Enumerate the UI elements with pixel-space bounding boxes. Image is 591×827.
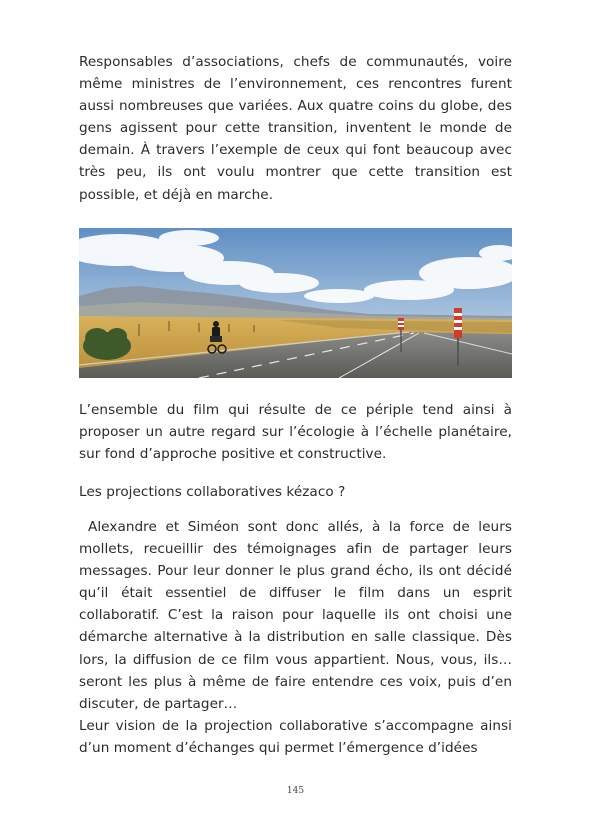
paragraph-intro: Responsables d’associations, chefs de communautés, voire même ministres de l’environnement, ces rencontres furent aussi nombreuses que variées. Aux quatre coins du globe, des gens agissent pour cette transition, inventent le monde de demain. À travers l’exemple de ceux qui font beaucoup avec très peu, ils ont voulu montrer que cette transition est possible, et déjà en marche.	[79, 54, 512, 203]
paragraph-film: L’ensemble du film qui résulte de ce périple tend ainsi à proposer un autre regard sur l’écologie à l’échelle planétaire, sur fond d’approche positive et constructive.	[79, 402, 512, 463]
section-heading: Les projections collaboratives kézaco ?	[79, 484, 346, 500]
road-cyclist-photo	[79, 228, 512, 378]
page-number: 145	[286, 786, 305, 796]
paragraph-collaborative: Alexandre et Siméon sont donc allés, à la force de leurs mollets, recueillir des témoignages afin de partager leurs messages. Pour leur donner le plus grand écho, ils ont décidé qu’il était essentiel de diffuser le film dans un esprit collaboratif. C’est la raison pour laquelle ils ont choisi une démarche alternative à la distribution en salle classique. Dès lors, la diffusion de ce film vous appartient. Nous, vous, ils… seront les plus à même de faire entendre ces voix, puis d’en discuter, de partager…	[79, 519, 512, 712]
paragraph-vision: Leur vision de la projection collaborative s’accompagne ainsi d’un moment d’échanges qui permet l’émergence d’idées	[79, 718, 512, 757]
